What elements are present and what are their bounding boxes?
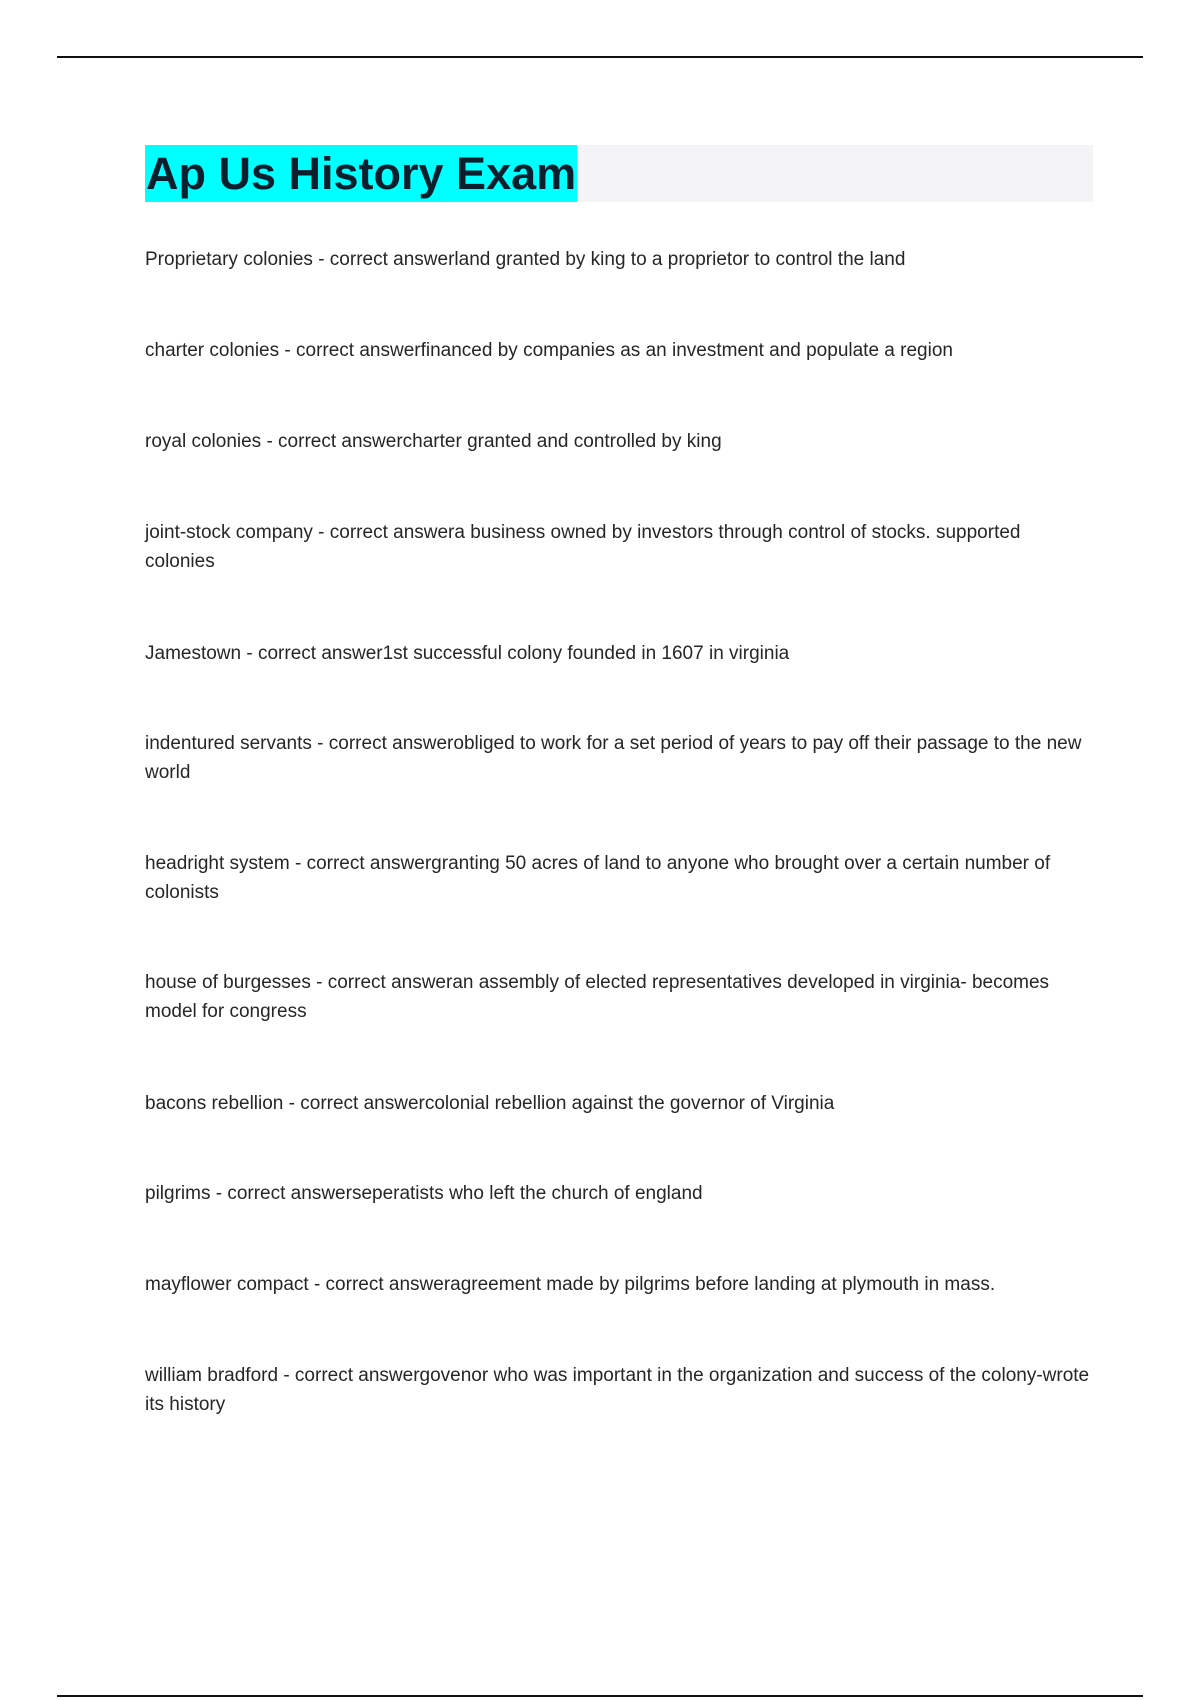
bottom-rule: [57, 1695, 1143, 1697]
entry-separator: - correct answer: [289, 853, 432, 874]
page-title: Ap Us History Exam: [145, 145, 577, 202]
entry-royal-colonies: [145, 427, 1095, 456]
entry-term: pilgrims: [145, 1183, 211, 1204]
entry-separator: - correct answer: [283, 1093, 425, 1114]
entry-headright-system: [145, 849, 1095, 907]
top-rule: [57, 56, 1143, 58]
entry-separator: - correct answer: [312, 522, 455, 543]
entry-house-of-burgesses: [145, 968, 1095, 1026]
entry-separator: - correct answer: [312, 249, 455, 270]
entry-separator: - correct answer: [279, 340, 421, 361]
entry-proprietary-colonies: [145, 245, 1095, 274]
entry-definition: obliged to work for a set period of years to pay off their passage to the new world: [145, 733, 1082, 783]
entry-separator: - correct answer: [261, 431, 403, 452]
entry-separator: - correct answer: [311, 733, 454, 754]
entry-definition: colonial rebellion against the governor of Virginia: [424, 1093, 835, 1114]
entry-term: Jamestown: [145, 643, 242, 664]
entry-definition: govenor who was important in the organization and success of the colony-wrote its history: [145, 1365, 1090, 1415]
entry-separator: - correct answer: [310, 972, 453, 993]
entry-term: william bradford: [145, 1365, 279, 1386]
entry-term: Proprietary colonies: [145, 249, 313, 270]
entry-definition: an assembly of elected representatives developed in virginia- becomes model for congress: [145, 972, 1050, 1022]
entry-separator: - correct answer: [241, 643, 383, 664]
entry-separator: - correct answer: [308, 1274, 451, 1295]
entry-definition: financed by companies as an investment and populate a region: [420, 340, 953, 361]
entry-mayflower-compact: [145, 1270, 1095, 1299]
entry-definition: charter granted and controlled by king: [402, 431, 722, 452]
entry-definition: seperatists who left the church of england: [351, 1183, 703, 1204]
entry-term: royal colonies: [145, 431, 262, 452]
entry-definition: granting 50 acres of land to anyone who brought over a certain number of colonists: [145, 853, 1051, 903]
entry-term: joint-stock company: [145, 522, 313, 543]
entry-charter-colonies: [145, 336, 1095, 365]
entry-term: headright system: [145, 853, 290, 874]
entry-term: bacons rebellion: [145, 1093, 284, 1114]
entry-definition: land granted by king to a proprietor to control the land: [454, 249, 906, 270]
entry-joint-stock-company: [145, 518, 1095, 576]
entry-term: house of burgesses: [145, 972, 311, 993]
entry-separator: - correct answer: [210, 1183, 352, 1204]
entry-indentured-servants: [145, 729, 1095, 787]
entry-bacons-rebellion: [145, 1089, 1095, 1118]
entry-definition: agreement made by pilgrims before landing at plymouth in mass.: [450, 1274, 996, 1295]
entry-term: charter colonies: [145, 340, 280, 361]
entry-pilgrims: [145, 1179, 1095, 1208]
entry-william-bradford: [145, 1361, 1095, 1419]
entry-definition: a business owned by investors through control of stocks. supported colonies: [145, 522, 1021, 572]
entry-term: mayflower compact: [145, 1274, 309, 1295]
entry-term: indentured servants: [145, 733, 312, 754]
entry-definition: 1st successful colony founded in 1607 in virginia: [382, 643, 790, 664]
entry-jamestown: [145, 639, 1095, 668]
entry-separator: - correct answer: [278, 1365, 420, 1386]
